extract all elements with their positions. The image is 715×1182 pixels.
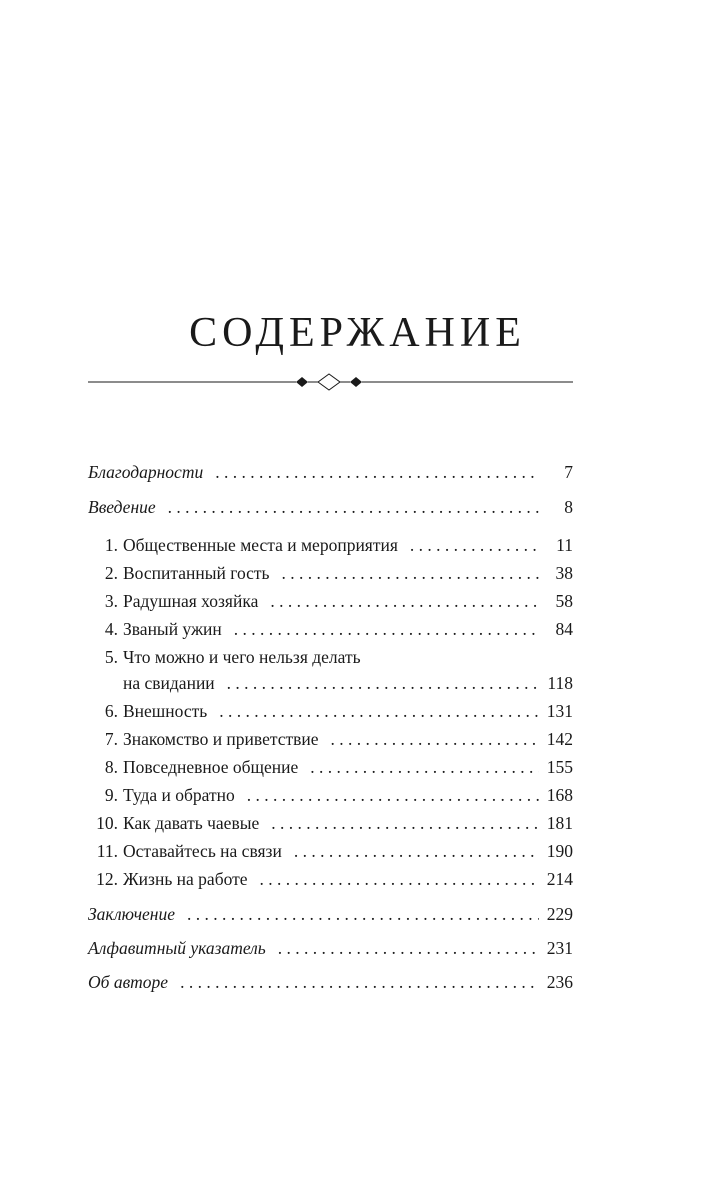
- dot-leader: [187, 904, 539, 925]
- toc-entry-chapter-9[interactable]: [88, 785, 573, 811]
- dot-leader: [215, 462, 539, 483]
- toc-entry-page: 11: [556, 535, 573, 555]
- dot-leader: [219, 701, 539, 722]
- dot-leader: [227, 673, 539, 694]
- chapter-number: 3.: [104, 591, 118, 611]
- dot-leader: [282, 563, 539, 584]
- dot-leader: [410, 535, 539, 556]
- toc-entry-introduction[interactable]: [88, 497, 573, 523]
- toc-entry-page: 131: [546, 701, 573, 721]
- toc-entry-page: 236: [546, 972, 573, 992]
- dot-leader: [278, 938, 539, 959]
- chapter-title-continued: на свидании: [123, 673, 215, 693]
- chapter-number: 8.: [104, 757, 118, 777]
- toc-entry-chapter-10[interactable]: [88, 813, 573, 839]
- toc-entry-label: [88, 701, 207, 722]
- toc-entry-label: [88, 841, 282, 862]
- toc-entry-chapter-1[interactable]: [88, 535, 573, 561]
- toc-entry-chapter-6[interactable]: [88, 701, 573, 727]
- chapter-number: 10.: [96, 813, 118, 833]
- chapter-title: Что можно и чего нельзя делать: [123, 647, 361, 667]
- dot-leader: [270, 591, 539, 612]
- toc-entry-label: [88, 729, 319, 750]
- dot-leader: [331, 729, 539, 750]
- toc-entry-chapter-4[interactable]: [88, 619, 573, 645]
- chapter-number: 5.: [104, 647, 118, 667]
- toc-entry-page: 168: [546, 785, 573, 805]
- toc-entry-chapter-7[interactable]: [88, 729, 573, 755]
- page-title: СОДЕРЖАНИЕ: [189, 310, 526, 356]
- chapter-number: 2.: [104, 563, 118, 583]
- chapter-title: Знакомство и приветствие: [123, 729, 319, 749]
- dot-leader: [260, 869, 539, 890]
- chapter-number: 12.: [96, 869, 118, 889]
- ornament-divider: [88, 372, 573, 392]
- dot-leader: [168, 497, 539, 518]
- toc-entry-label: [88, 785, 235, 806]
- chapter-number: 6.: [104, 701, 118, 721]
- toc-entry-label: Алфавитный указатель: [88, 938, 266, 958]
- toc-entry-page: 142: [546, 729, 573, 749]
- toc-entry-page: 38: [555, 563, 573, 583]
- toc-entry-page: 58: [555, 591, 573, 611]
- toc-entry-page: 118: [547, 673, 573, 693]
- dot-leader: [310, 757, 539, 778]
- toc-entry-chapter-8[interactable]: [88, 757, 573, 783]
- dot-leader: [294, 841, 539, 862]
- chapter-number: 9.: [104, 785, 118, 805]
- toc-entry-page: 214: [546, 869, 573, 889]
- toc-entry-label: [88, 563, 270, 584]
- diamond-left-icon: [296, 377, 308, 387]
- toc-entry-label: [88, 591, 258, 612]
- toc-entry-index[interactable]: [88, 938, 573, 964]
- chapter-title: Как давать чаевые: [123, 813, 260, 833]
- toc-entry-page: 8: [564, 497, 573, 517]
- toc-entry-about-author[interactable]: [88, 972, 573, 998]
- toc-entry-label: [88, 619, 222, 640]
- toc-entry-label: [88, 813, 259, 834]
- toc-entry-page: 155: [546, 757, 573, 777]
- chapter-title: Воспитанный гость: [123, 563, 270, 583]
- diamond-center-icon: [318, 374, 340, 390]
- toc-entry-label: Благодарности: [88, 462, 204, 482]
- diamond-right-icon: [350, 377, 362, 387]
- toc-entry-label: [88, 757, 298, 778]
- toc-entry-label: Введение: [88, 497, 156, 517]
- chapter-number: 1.: [104, 535, 118, 555]
- dot-leader: [180, 972, 539, 993]
- toc-entry-chapter-12[interactable]: [88, 869, 573, 895]
- toc-entry-chapter-5-line1[interactable]: [88, 647, 573, 668]
- chapter-title: Общественные места и мероприятия: [123, 535, 398, 555]
- chapter-number: 7.: [104, 729, 118, 749]
- chapter-number: 11.: [96, 841, 118, 861]
- chapter-title: Повседневное общение: [123, 757, 299, 777]
- toc-entry-chapter-11[interactable]: [88, 841, 573, 867]
- toc-entry-page: 7: [564, 462, 573, 482]
- toc-entry-label: Заключение: [88, 904, 176, 924]
- toc-entry-page: 229: [546, 904, 573, 924]
- chapter-title: Званый ужин: [123, 619, 222, 639]
- toc-entry-chapter-3[interactable]: [88, 591, 573, 617]
- chapter-title: Внешность: [123, 701, 208, 721]
- dot-leader: [247, 785, 539, 806]
- toc-entry-chapter-2[interactable]: [88, 563, 573, 589]
- toc-entry-label: [88, 535, 398, 556]
- toc-entry-label: Об авторе: [88, 972, 169, 992]
- chapter-title: Туда и обратно: [123, 785, 235, 805]
- toc-entry-page: 231: [546, 938, 573, 958]
- toc-entry-page: 84: [555, 619, 573, 639]
- toc-entry-label: [88, 869, 248, 890]
- chapter-number: 4.: [104, 619, 118, 639]
- dot-leader: [271, 813, 539, 834]
- chapter-title: Радушная хозяйка: [123, 591, 259, 611]
- toc-entry-conclusion[interactable]: [88, 904, 573, 930]
- toc-entry-acknowledgements[interactable]: [88, 462, 573, 488]
- dot-leader: [234, 619, 539, 640]
- toc-entry-page: 190: [546, 841, 573, 861]
- toc-entry-label: [88, 673, 215, 694]
- chapter-title: Оставайтесь на связи: [123, 841, 282, 861]
- chapter-title: Жизнь на работе: [123, 869, 248, 889]
- toc-entry-page: 181: [546, 813, 573, 833]
- toc-entry-chapter-5[interactable]: [88, 673, 573, 699]
